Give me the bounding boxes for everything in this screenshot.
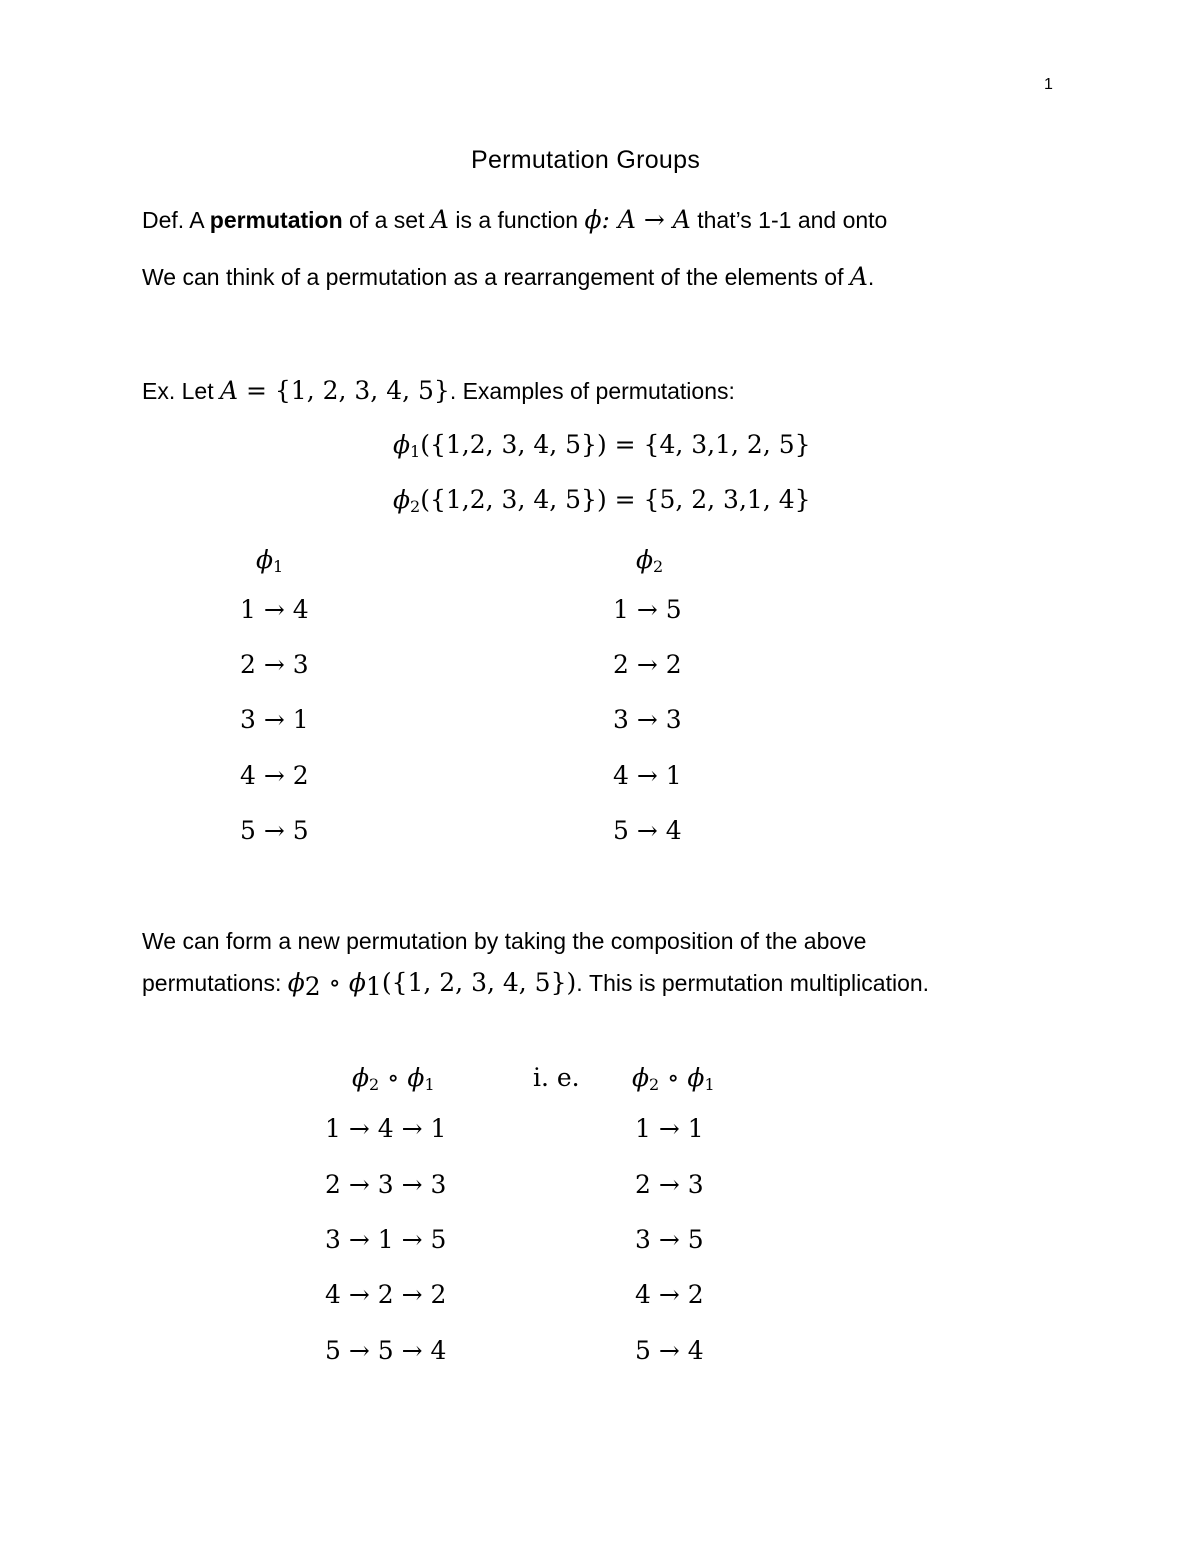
table1-right-row: 1 → 5 (613, 595, 682, 624)
table1-right-header-sub: 2 (653, 557, 664, 576)
composition-circ: ∘ (320, 968, 349, 997)
table1-right-row: 2 → 2 (613, 650, 682, 679)
table2-right-header (632, 1063, 715, 1094)
phi2-mapping: ({1,2, 3, 4, 5}) = {5, 2, 3,1, 4} (420, 485, 811, 514)
table1-right-row: 3 → 3 (613, 705, 682, 734)
table2-left-circ: ∘ (379, 1063, 408, 1092)
table1-right-header-symbol: ϕ (636, 545, 654, 574)
table2-left-row: 4 → 2 → 2 (325, 1280, 447, 1309)
rearrangement-text: We can think of a permutation as a rearrangement of the elements of (142, 264, 850, 290)
table1-left-row: 1 → 4 (240, 595, 309, 624)
composition-prefix: permutations: (142, 970, 288, 996)
table2-right-circ: ∘ (659, 1063, 688, 1092)
table2-right-f1-sub: 1 (704, 1075, 715, 1094)
example-prefix: Ex. Let (142, 378, 220, 404)
table2-right-f1: ϕ (687, 1063, 705, 1092)
composition-arg: ({1, 2, 3, 4, 5}) (381, 968, 577, 997)
composition-suffix: . This is permutation multiplication. (576, 970, 930, 996)
table2-right-row: 1 → 1 (635, 1114, 704, 1143)
table2-left-row: 5 → 5 → 4 (325, 1336, 447, 1365)
table1-left-row: 4 → 2 (240, 761, 309, 790)
table2-left-f2: ϕ (352, 1063, 370, 1092)
composition-f2-sub: 2 (304, 972, 321, 1001)
table2-left-f1: ϕ (407, 1063, 425, 1092)
example-suffix: . Examples of permutations: (449, 378, 735, 404)
table2-left-row: 1 → 4 → 1 (325, 1114, 447, 1143)
definition-term: permutation (209, 207, 343, 233)
rearrangement-end: . (867, 264, 875, 290)
table1-right-row: 5 → 4 (613, 816, 682, 845)
table1-left-row: 3 → 1 (240, 705, 309, 734)
composition-f1: ϕ (348, 968, 366, 997)
table2-left-f2-sub: 2 (369, 1075, 380, 1094)
definition-phi: ϕ (584, 205, 602, 234)
table2-right-row: 4 → 2 (635, 1280, 704, 1309)
definition-set: A (430, 205, 449, 234)
phi1-mapping: ({1,2, 3, 4, 5}) = {4, 3,1, 2, 5} (420, 430, 811, 459)
table2-right-row: 5 → 4 (635, 1336, 704, 1365)
composition-line-2 (142, 968, 929, 1001)
phi2-subscript: 2 (410, 497, 421, 516)
definition-suffix: that’s 1-1 and onto (690, 207, 888, 233)
example-set: A (219, 376, 239, 405)
composition-f1-sub: 1 (365, 972, 382, 1001)
rearrangement-line (142, 262, 874, 291)
phi1-subscript: 1 (410, 442, 421, 461)
rearrangement-set: A (849, 262, 868, 291)
page-number: 1 (1044, 76, 1053, 93)
composition-f2: ϕ (287, 968, 305, 997)
example-line (142, 376, 735, 405)
phi2-symbol: ϕ (393, 485, 411, 514)
phi1-definition (393, 430, 811, 461)
phi2-definition (393, 485, 811, 516)
definition-mapping: : A → A (601, 205, 691, 234)
table1-left-header (256, 545, 283, 576)
page-title: Permutation Groups (471, 146, 701, 174)
definition-line (142, 205, 887, 234)
composition-line-1: We can form a new permutation by taking the composition of the above (142, 928, 867, 954)
table2-right-row: 3 → 5 (635, 1225, 704, 1254)
table2-left-header (352, 1063, 435, 1094)
definition-prefix: Def. A (142, 207, 210, 233)
table1-left-header-sub: 1 (273, 557, 284, 576)
table2-left-row: 3 → 1 → 5 (325, 1225, 447, 1254)
table2-right-f2: ϕ (632, 1063, 650, 1092)
table1-right-row: 4 → 1 (613, 761, 682, 790)
table2-left-f1-sub: 1 (424, 1075, 435, 1094)
table1-left-row: 5 → 5 (240, 816, 309, 845)
table1-left-row: 2 → 3 (240, 650, 309, 679)
table2-right-row: 2 → 3 (635, 1170, 704, 1199)
table2-right-f2-sub: 2 (649, 1075, 660, 1094)
definition-middle: of a set (342, 207, 431, 233)
table1-left-header-symbol: ϕ (256, 545, 274, 574)
phi1-symbol: ϕ (393, 430, 411, 459)
definition-function-text: is a function (448, 207, 585, 233)
table2-left-row: 2 → 3 → 3 (325, 1170, 447, 1199)
table2-ie-label: i. e. (533, 1063, 580, 1092)
example-set-equals: = {1, 2, 3, 4, 5} (238, 376, 450, 405)
table1-right-header (636, 545, 663, 576)
